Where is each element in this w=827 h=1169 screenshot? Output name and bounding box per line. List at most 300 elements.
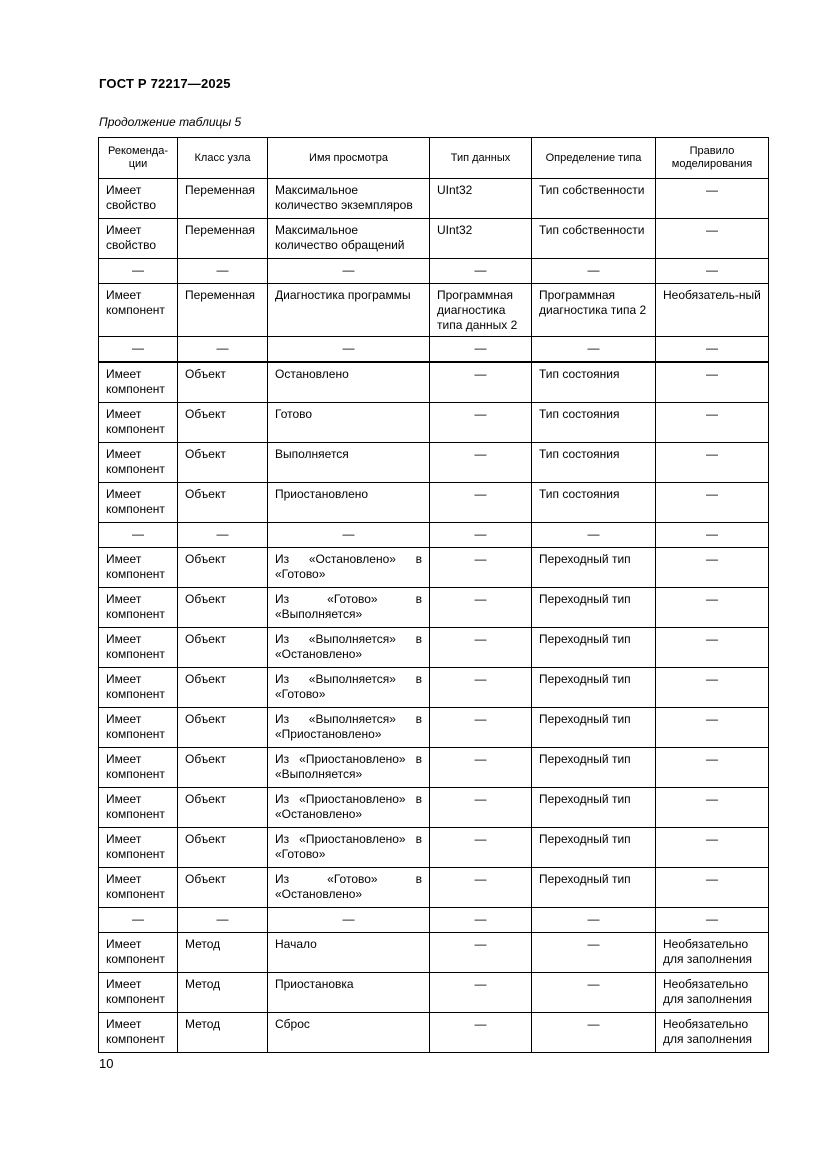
table-cell [532, 337, 656, 363]
table-cell [178, 443, 268, 483]
column-header: Класс узла [178, 138, 268, 179]
table-cell [99, 628, 178, 668]
cell-text: Объект [185, 592, 226, 606]
cell-text: Из «Выполняется» в «Приостановлено» [275, 712, 422, 741]
cell-text: Максимальное количество обращений [275, 223, 405, 252]
cell-text: Тип состояния [539, 407, 620, 421]
table-cell [656, 933, 769, 973]
cell-text: — [706, 672, 718, 686]
table-row [99, 403, 769, 443]
table-cell [178, 284, 268, 337]
cell-text: Имеет компонент [106, 592, 165, 621]
cell-text: — [474, 937, 487, 951]
cell-text: Максимальное количество экземпляров [275, 183, 413, 212]
column-header: Определение типа [532, 138, 656, 179]
table-cell [532, 748, 656, 788]
table-cell [656, 908, 769, 933]
table-cell [99, 284, 178, 337]
cell-text: Диагностика программы [275, 288, 411, 302]
table-cell [99, 668, 178, 708]
table-cell [178, 788, 268, 828]
column-header: Рекоменда-ции [99, 138, 178, 179]
table-cell [268, 259, 430, 284]
table-cell [99, 337, 178, 363]
table-cell [532, 259, 656, 284]
table-cell [178, 933, 268, 973]
table-cell [99, 362, 178, 403]
cell-text: — [587, 912, 600, 926]
table-cell [268, 443, 430, 483]
cell-text: — [474, 552, 487, 566]
cell-text: — [587, 937, 600, 951]
cell-text: Переходный тип [539, 832, 631, 846]
table-row [99, 708, 769, 748]
table-cell [430, 259, 532, 284]
table-cell [99, 443, 178, 483]
table-cell [268, 828, 430, 868]
cell-text: — [474, 1017, 487, 1031]
table-cell [656, 443, 769, 483]
cell-text: Из «Выполняется» в «Остановлено» [275, 632, 422, 661]
table-cell [268, 403, 430, 443]
document-header: ГОСТ Р 72217—2025 [99, 76, 231, 91]
specification-table [98, 137, 769, 1053]
cell-text: UInt32 [437, 223, 473, 237]
cell-text: Переходный тип [539, 672, 631, 686]
cell-text: — [474, 712, 487, 726]
cell-text: — [587, 527, 600, 541]
cell-text: Из «Готово» в «Выполняется» [275, 592, 422, 621]
cell-text: — [706, 447, 718, 461]
table-cell [532, 588, 656, 628]
cell-text: — [474, 977, 487, 991]
table-cell [268, 628, 430, 668]
table-cell [178, 548, 268, 588]
cell-text: Имеет компонент [106, 872, 165, 901]
table-cell [99, 788, 178, 828]
table-cell [99, 933, 178, 973]
cell-text: — [706, 223, 718, 237]
cell-text: — [474, 672, 487, 686]
table-cell [268, 548, 430, 588]
table-row [99, 973, 769, 1013]
table-cell [656, 403, 769, 443]
table-row [99, 548, 769, 588]
table-cell [532, 483, 656, 523]
cell-text: — [474, 487, 487, 501]
cell-text: Объект [185, 672, 226, 686]
cell-text: Переменная [185, 183, 255, 197]
cell-text: Метод [185, 937, 221, 951]
cell-text: — [474, 592, 487, 606]
cell-text: — [706, 912, 718, 926]
cell-text: Метод [185, 1017, 221, 1031]
table-cell [430, 933, 532, 973]
table-cell [268, 973, 430, 1013]
cell-text: Из «Готово» в «Остановлено» [275, 872, 422, 901]
table-cell [268, 908, 430, 933]
cell-text: Объект [185, 367, 226, 381]
table-header-row [99, 138, 769, 179]
table-body [99, 179, 769, 1053]
cell-text: Имеет компонент [106, 792, 165, 821]
cell-text: Из «Приостановлено» в «Выполняется» [275, 752, 422, 781]
cell-text: — [706, 752, 718, 766]
cell-text: Имеет компонент [106, 937, 165, 966]
table-cell [268, 1013, 430, 1053]
table-cell [268, 362, 430, 403]
table-cell [178, 748, 268, 788]
cell-text: — [587, 263, 600, 277]
table-cell [99, 219, 178, 259]
cell-text: — [474, 447, 487, 461]
table-cell [656, 483, 769, 523]
cell-text: Имеет компонент [106, 367, 165, 396]
table-row [99, 868, 769, 908]
table-row [99, 483, 769, 523]
cell-text: Объект [185, 407, 226, 421]
cell-text: Объект [185, 712, 226, 726]
cell-text: — [706, 341, 718, 355]
cell-text: Из «Приостановлено» в «Остановлено» [275, 792, 422, 821]
cell-text: — [706, 552, 718, 566]
cell-text: — [474, 407, 487, 421]
table-cell [99, 179, 178, 219]
cell-text: Из «Остановлено» в «Готово» [275, 552, 422, 581]
cell-text: Переходный тип [539, 792, 631, 806]
cell-text: Сброс [275, 1017, 310, 1031]
table-cell [268, 337, 430, 363]
cell-text: Имеет компонент [106, 672, 165, 701]
table-cell [430, 588, 532, 628]
table-cell [99, 588, 178, 628]
cell-text: — [474, 527, 487, 541]
cell-text: Объект [185, 872, 226, 886]
table-cell [656, 179, 769, 219]
table-cell [532, 443, 656, 483]
table-row [99, 284, 769, 337]
cell-text: Имеет компонент [106, 752, 165, 781]
table-row [99, 933, 769, 973]
cell-text: — [342, 527, 355, 541]
table-cell [656, 708, 769, 748]
table-row [99, 588, 769, 628]
cell-text: UInt32 [437, 183, 473, 197]
cell-text: — [706, 183, 718, 197]
cell-text: — [474, 341, 487, 355]
table-cell [268, 933, 430, 973]
cell-text: Переходный тип [539, 752, 631, 766]
table-cell [430, 708, 532, 748]
cell-text: Объект [185, 832, 226, 846]
cell-text: — [706, 872, 718, 886]
cell-text: Переходный тип [539, 712, 631, 726]
table-cell [99, 748, 178, 788]
cell-text: — [342, 912, 355, 926]
table-cell [268, 523, 430, 548]
cell-text: Переходный тип [539, 872, 631, 886]
table-cell [532, 668, 656, 708]
table-cell [178, 337, 268, 363]
table-cell [268, 588, 430, 628]
table-cell [430, 179, 532, 219]
cell-text: — [706, 263, 718, 277]
cell-text: — [474, 263, 487, 277]
cell-text: — [132, 263, 144, 277]
cell-text: Объект [185, 752, 226, 766]
cell-text: — [706, 367, 718, 381]
cell-text: Выполняется [275, 447, 349, 461]
table-row [99, 908, 769, 933]
table-cell [532, 403, 656, 443]
table-cell [656, 588, 769, 628]
cell-text: Объект [185, 552, 226, 566]
table-cell [430, 523, 532, 548]
table-caption: Продолжение таблицы 5 [99, 115, 242, 129]
table-row [99, 259, 769, 284]
cell-text: — [474, 632, 487, 646]
table-cell [532, 628, 656, 668]
table-cell [532, 708, 656, 748]
cell-text: — [706, 407, 718, 421]
cell-text: Тип состояния [539, 367, 620, 381]
table-cell [656, 259, 769, 284]
table-cell [656, 523, 769, 548]
cell-text: Имеет компонент [106, 487, 165, 516]
table-cell [268, 708, 430, 748]
cell-text: — [474, 832, 487, 846]
cell-text: Необязательно для заполнения [663, 937, 753, 966]
cell-text: — [132, 912, 144, 926]
table-cell [430, 668, 532, 708]
table-cell [430, 219, 532, 259]
cell-text: — [706, 712, 718, 726]
cell-text: Тип собственности [539, 183, 645, 197]
cell-text: Готово [275, 407, 313, 421]
table-cell [430, 337, 532, 363]
cell-text: — [474, 367, 487, 381]
table-cell [99, 1013, 178, 1053]
cell-text: — [587, 1017, 600, 1031]
cell-text: Тип собственности [539, 223, 645, 237]
table-cell [99, 523, 178, 548]
cell-text: Объект [185, 447, 226, 461]
table-cell [178, 523, 268, 548]
table-row [99, 337, 769, 363]
column-header: Тип данных [430, 138, 532, 179]
table-cell [178, 668, 268, 708]
cell-text: — [132, 527, 144, 541]
table-row [99, 828, 769, 868]
table-cell [268, 868, 430, 908]
table-cell [430, 284, 532, 337]
table-cell [430, 748, 532, 788]
table-cell [532, 908, 656, 933]
cell-text: Приостановлено [275, 487, 369, 501]
table-cell [532, 933, 656, 973]
cell-text: — [132, 341, 144, 355]
table-cell [268, 668, 430, 708]
cell-text: Переходный тип [539, 632, 631, 646]
table-row [99, 523, 769, 548]
cell-text: Имеет компонент [106, 977, 165, 1006]
cell-text: Переменная [185, 223, 255, 237]
table-row [99, 219, 769, 259]
cell-text: Из «Выполняется» в «Готово» [275, 672, 422, 701]
cell-text: Метод [185, 977, 221, 991]
cell-text: Необязательно для заполнения [663, 1017, 753, 1046]
table-row [99, 748, 769, 788]
table-cell [430, 828, 532, 868]
cell-text: Переходный тип [539, 592, 631, 606]
table-cell [656, 748, 769, 788]
cell-text: Переходный тип [539, 552, 631, 566]
cell-text: — [342, 263, 355, 277]
table-cell [99, 708, 178, 748]
table-cell [268, 219, 430, 259]
table-cell [430, 788, 532, 828]
cell-text: Имеет свойство [106, 223, 157, 252]
cell-text: Объект [185, 632, 226, 646]
table-row [99, 362, 769, 403]
cell-text: — [474, 912, 487, 926]
cell-text: — [706, 832, 718, 846]
table-cell [178, 828, 268, 868]
column-header: Правило моделирования [656, 138, 769, 179]
cell-text: Объект [185, 792, 226, 806]
table-cell [532, 523, 656, 548]
table-cell [532, 788, 656, 828]
table-cell [656, 548, 769, 588]
cell-text: Имеет компонент [106, 832, 165, 861]
table-cell [178, 403, 268, 443]
table-cell [532, 1013, 656, 1053]
table-cell [430, 548, 532, 588]
table-cell [99, 259, 178, 284]
table-cell [178, 179, 268, 219]
table-cell [268, 179, 430, 219]
table-cell [430, 628, 532, 668]
table-cell [178, 973, 268, 1013]
table-cell [99, 403, 178, 443]
table-cell [656, 219, 769, 259]
cell-text: — [474, 792, 487, 806]
cell-text: Необязатель-ный [663, 288, 761, 302]
table-cell [268, 748, 430, 788]
table-cell [656, 362, 769, 403]
cell-text: — [474, 752, 487, 766]
table-cell [178, 628, 268, 668]
table-cell [178, 219, 268, 259]
table-cell [430, 908, 532, 933]
table-row [99, 443, 769, 483]
table-cell [99, 868, 178, 908]
cell-text: Тип состояния [539, 447, 620, 461]
cell-text: Объект [185, 487, 226, 501]
cell-text: — [706, 632, 718, 646]
table-cell [532, 284, 656, 337]
table-cell [430, 443, 532, 483]
table-cell [656, 868, 769, 908]
cell-text: Начало [275, 937, 317, 951]
cell-text: Имеет компонент [106, 712, 165, 741]
table-cell [178, 259, 268, 284]
table-cell [178, 868, 268, 908]
cell-text: — [706, 592, 718, 606]
cell-text: — [216, 527, 229, 541]
table-cell [178, 708, 268, 748]
table-cell [178, 483, 268, 523]
cell-text: Из «Приостановлено» в «Готово» [275, 832, 422, 861]
table-cell [430, 1013, 532, 1053]
table-cell [99, 973, 178, 1013]
table-row [99, 1013, 769, 1053]
table-row [99, 628, 769, 668]
table-cell [656, 973, 769, 1013]
cell-text: — [706, 527, 718, 541]
table-cell [532, 828, 656, 868]
cell-text: Имеет компонент [106, 288, 165, 317]
cell-text: Переменная [185, 288, 255, 302]
table-cell [430, 403, 532, 443]
table-cell [656, 828, 769, 868]
table-row [99, 788, 769, 828]
cell-text: Имеет компонент [106, 447, 165, 476]
table-cell [656, 1013, 769, 1053]
cell-text: — [587, 977, 600, 991]
cell-text: — [216, 263, 229, 277]
column-header: Имя просмотра [268, 138, 430, 179]
cell-text: — [342, 341, 355, 355]
table-cell [656, 628, 769, 668]
table-cell [430, 868, 532, 908]
table-cell [532, 868, 656, 908]
table-cell [178, 908, 268, 933]
table-cell [656, 284, 769, 337]
table-cell [99, 828, 178, 868]
table-cell [656, 668, 769, 708]
table-cell [178, 588, 268, 628]
table-cell [656, 337, 769, 363]
table-cell [99, 908, 178, 933]
cell-text: — [216, 341, 229, 355]
table-cell [532, 973, 656, 1013]
table-cell [656, 788, 769, 828]
table-cell [268, 483, 430, 523]
table-cell [99, 483, 178, 523]
page-number: 10 [99, 1056, 114, 1071]
table-cell [532, 548, 656, 588]
table-cell [178, 362, 268, 403]
table-cell [430, 362, 532, 403]
cell-text: — [706, 792, 718, 806]
cell-text: Остановлено [275, 367, 349, 381]
table-cell [532, 179, 656, 219]
table-cell [268, 788, 430, 828]
cell-text: Имеет компонент [106, 1017, 165, 1046]
table-cell [430, 973, 532, 1013]
cell-text: Имеет свойство [106, 183, 157, 212]
cell-text: Программная диагностика типа 2 [539, 288, 647, 317]
cell-text: Имеет компонент [106, 407, 165, 436]
cell-text: Имеет компонент [106, 632, 165, 661]
cell-text: Имеет компонент [106, 552, 165, 581]
table-cell [532, 362, 656, 403]
cell-text: — [587, 341, 600, 355]
cell-text: — [706, 487, 718, 501]
table-cell [532, 219, 656, 259]
table-row [99, 179, 769, 219]
